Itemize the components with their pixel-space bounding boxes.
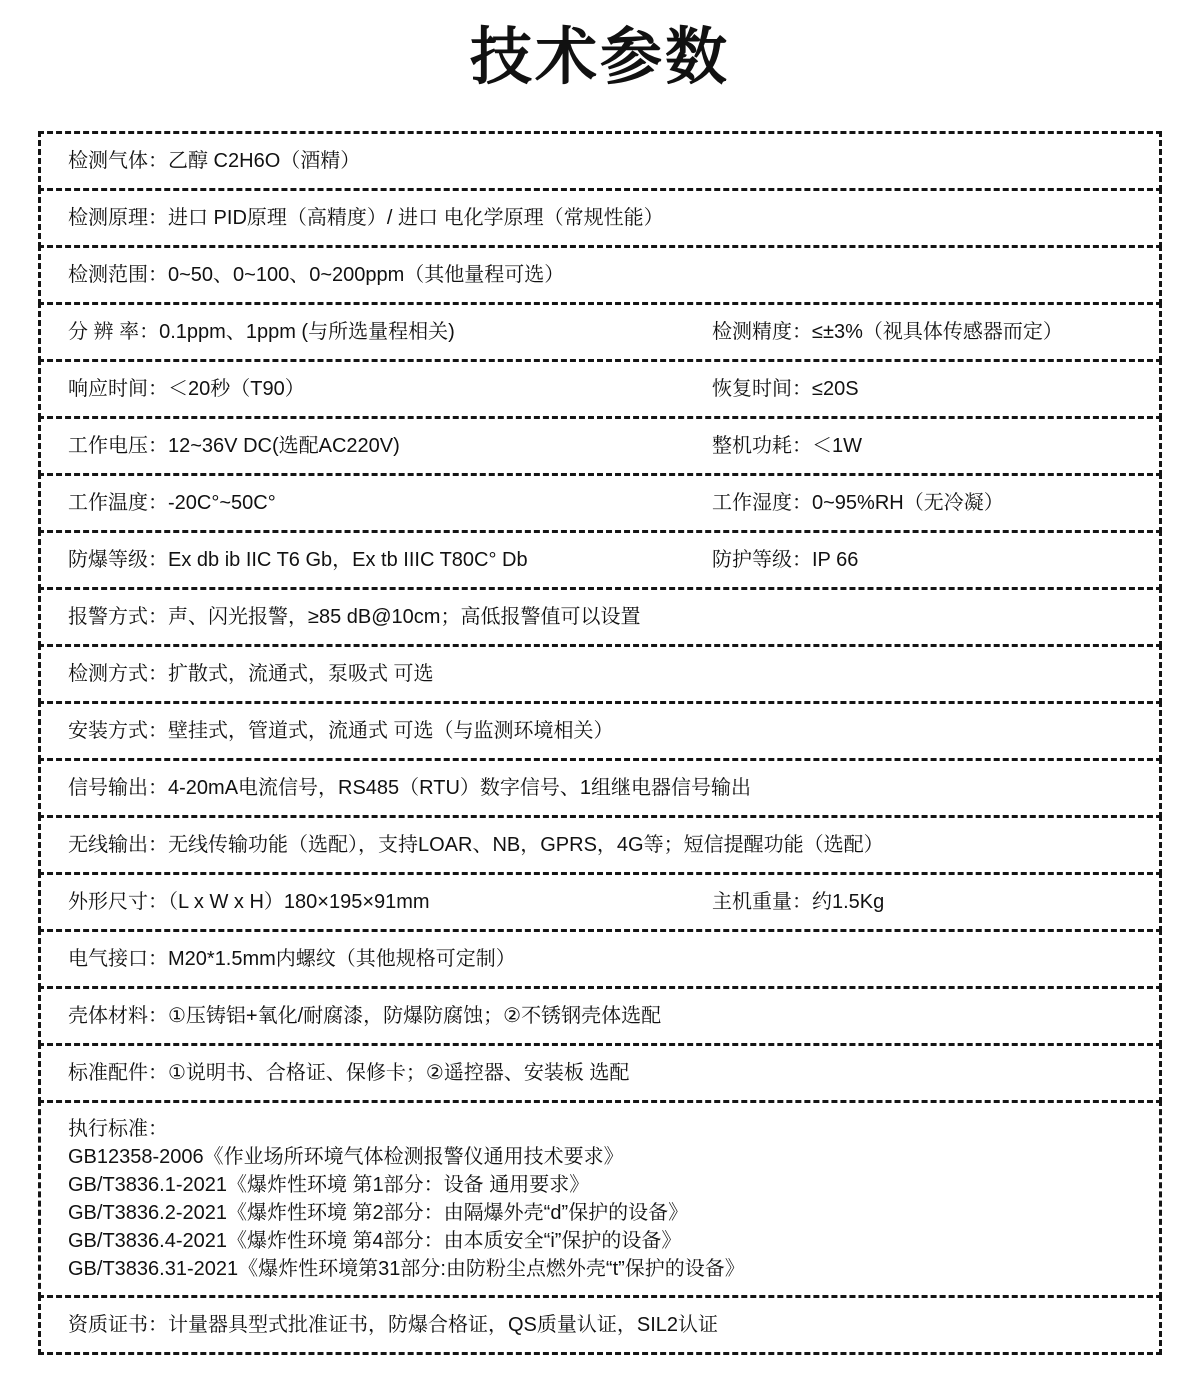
spec-row-housing-material [38, 986, 1162, 1046]
spec-working-temperature: 工作温度：-20C°~50C° [68, 491, 276, 514]
spec-text: 检测原理：进口 PID原理（高精度）/ 进口 电化学原理（常规性能） [68, 206, 664, 229]
spec-row-installation-mode [38, 701, 1162, 761]
spec-row-temperature-humidity [38, 473, 1162, 533]
standard-line: GB/T3836.2-2021《爆炸性环境 第2部分：由隔爆外壳“d”保护的设备》 [68, 1202, 689, 1225]
spec-resolution: 分 辨 率：0.1ppm、1ppm (与所选量程相关) [68, 320, 455, 343]
spec-row-explosionproof-ip [38, 530, 1162, 590]
spec-text: 信号输出：4-20mA电流信号，RS485（RTU）数字信号、1组继电器信号输出 [68, 776, 752, 799]
spec-weight: 主机重量：约1.5Kg [712, 890, 885, 913]
spec-row-alarm-mode [38, 587, 1162, 647]
spec-recovery-time: 恢复时间：≤20S [712, 377, 859, 400]
spec-accuracy: 检测精度：≤±3%（视具体传感器而定） [712, 320, 1063, 343]
spec-row-signal-output [38, 758, 1162, 818]
standard-line: GB/T3836.31-2021《爆炸性环境第31部分:由防粉尘点燃外壳“t”保护的设备》 [68, 1258, 745, 1281]
spec-text: 检测范围：0~50、0~100、0~200ppm（其他量程可选） [68, 263, 565, 286]
spec-response-time: 响应时间：＜20秒（T90） [68, 377, 305, 400]
spec-row-electrical-interface [38, 929, 1162, 989]
spec-working-humidity: 工作湿度：0~95%RH（无冷凝） [712, 491, 1004, 514]
spec-explosionproof-grade: 防爆等级：Ex db ib IIC T6 Gb，Ex tb IIIC T80C° Db [68, 548, 528, 571]
spec-row-certificates [38, 1295, 1162, 1355]
spec-row-detection-principle [38, 188, 1162, 248]
spec-row-resolution-accuracy [38, 302, 1162, 362]
spec-text: 资质证书：计量器具型式批准证书，防爆合格证，QS质量认证，SIL2认证 [68, 1313, 719, 1336]
standard-line: GB/T3836.1-2021《爆炸性环境 第1部分：设备 通用要求》 [68, 1174, 590, 1197]
spec-power-consumption: 整机功耗：＜1W [712, 434, 862, 457]
spec-row-standard-accessories [38, 1043, 1162, 1103]
spec-row-dimensions-weight [38, 872, 1162, 932]
spec-text: 检测方式：扩散式，流通式，泵吸式 可选 [68, 662, 434, 685]
spec-text: 报警方式：声、闪光报警，≥85 dB@10cm；高低报警值可以设置 [68, 605, 641, 628]
spec-text: 壳体材料：①压铸铝+氧化/耐腐漆，防爆防腐蚀；②不锈钢壳体选配 [68, 1004, 662, 1027]
spec-text: 电气接口：M20*1.5mm内螺纹（其他规格可定制） [68, 947, 516, 970]
spec-text: 检测气体：乙醇 C2H6O（酒精） [68, 149, 361, 172]
spec-working-voltage: 工作电压：12~36V DC(选配AC220V) [68, 434, 400, 457]
spec-text: 安装方式：壁挂式，管道式，流通式 可选（与监测环境相关） [68, 719, 614, 742]
spec-row-response-recovery [38, 359, 1162, 419]
spec-row-detection-mode [38, 644, 1162, 704]
spec-row-detection-range [38, 245, 1162, 305]
spec-dimensions: 外形尺寸：（L x W x H）180×195×91mm [68, 890, 430, 913]
standard-line-heading: 执行标准： [68, 1118, 168, 1141]
standard-line: GB/T3836.4-2021《爆炸性环境 第4部分：由本质安全“i”保护的设备》 [68, 1230, 682, 1253]
spec-row-detected-gas [38, 131, 1162, 191]
page-title: 技术参数 [469, 23, 730, 92]
spec-table [38, 131, 1162, 1355]
spec-row-executive-standards [38, 1100, 1162, 1298]
spec-text: 标准配件：①说明书、合格证、保修卡；②遥控器、安装板 选配 [68, 1061, 630, 1084]
spec-row-voltage-power [38, 416, 1162, 476]
standard-line: GB12358-2006《作业场所环境气体检测报警仪通用技术要求》 [68, 1146, 624, 1169]
spec-text: 无线输出：无线传输功能（选配），支持LOAR、NB，GPRS，4G等；短信提醒功能（选配） [68, 833, 884, 856]
spec-protection-grade: 防护等级：IP 66 [712, 548, 859, 571]
spec-row-wireless-output [38, 815, 1162, 875]
